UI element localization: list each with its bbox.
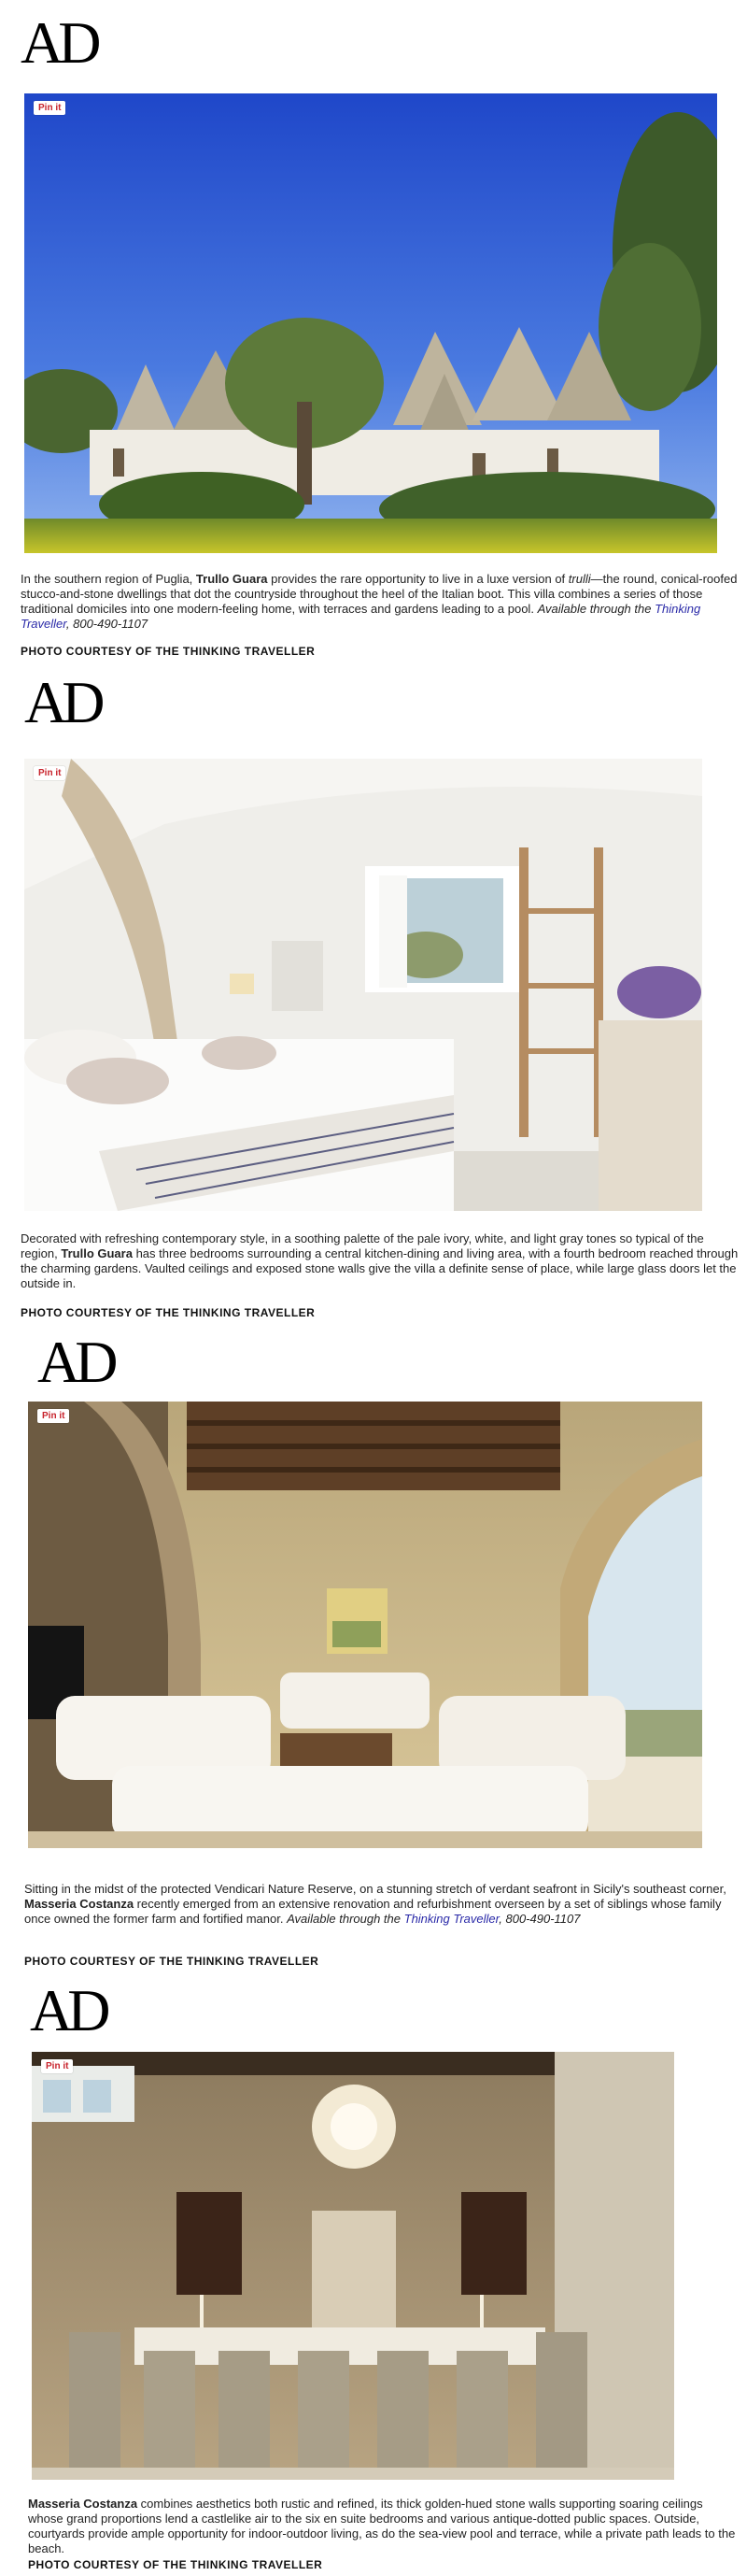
caption-villa-name: Masseria Costanza: [28, 2497, 138, 2511]
caption-italic: trulli: [568, 572, 591, 586]
pin-it-button[interactable]: Pin it: [41, 2059, 73, 2073]
caption-phone: , 800-490-1107: [65, 617, 148, 631]
slide-caption: [24, 1882, 740, 1927]
ad-logo: AD: [30, 1977, 106, 2043]
caption-text: combines aesthetics both rustic and refined, its thick golden-hued stone walls supporting soaring ceilings whose grand proportions lend a castlelike air to the six en suite bedrooms and various antique-dotted public spaces. Outside, courtyards provide ample opportunity for indoor-outdoor living, as do the sea-view pool and terrace, while a private path leads to the beach.: [28, 2497, 736, 2555]
trullo-bedroom-photo[interactable]: [24, 759, 702, 1211]
caption-text: Sitting in the midst of the protected Vendicari Nature Reserve, on a stunning stretch of verdant seafront in Sicily's southeast corner,: [24, 1882, 726, 1896]
slide-caption: [21, 1231, 740, 1291]
slide-caption: [28, 2497, 740, 2556]
caption-phone: , 800-490-1107: [499, 1912, 581, 1926]
pin-it-button[interactable]: Pin it: [37, 1409, 69, 1423]
masseria-dining-room-image: [32, 2052, 674, 2480]
ad-logo: AD: [37, 1329, 113, 1395]
caption-text: provides the rare opportunity to live in a luxe version of: [267, 572, 569, 586]
caption-text: —the round, conical-roofed stucco-and-stone dwellings that dot the countryside throughout the heel of the Italian boot. This villa combines a series of those traditional domiciles into one modern-feeling home, with terraces and gardens leading to a pool.: [21, 572, 738, 616]
ad-logo: AD: [21, 9, 96, 76]
trullo-bedroom-image: [24, 759, 702, 1211]
photo-credit: PHOTO COURTESY OF THE THINKING TRAVELLER: [24, 1955, 319, 1968]
ad-logo: AD: [24, 669, 100, 735]
masseria-living-room-photo[interactable]: [28, 1402, 702, 1848]
pin-it-button[interactable]: Pin it: [34, 766, 65, 780]
caption-text: recently emerged from an extensive renovation and refurbishment overseen by a set of siblings whose family once owned the former farm and fortified manor.: [24, 1897, 722, 1926]
caption-text: In the southern region of Puglia,: [21, 572, 196, 586]
caption-villa-name: Trullo Guara: [61, 1246, 133, 1260]
caption-availability: Available through the: [287, 1912, 404, 1926]
thinking-traveller-link[interactable]: Thinking Traveller: [21, 602, 701, 631]
slide-caption: [21, 572, 740, 632]
photo-credit: PHOTO COURTESY OF THE THINKING TRAVELLER: [21, 1306, 316, 1319]
caption-villa-name: Trullo Guara: [195, 572, 268, 586]
caption-text: has three bedrooms surrounding a central kitchen-dining and living area, with a fourth bedroom reached through the charming gardens. Vaulted ceilings and exposed stone walls give the villa a definite sense of place, while large glass doors let the outside in.: [21, 1246, 739, 1290]
photo-credit: PHOTO COURTESY OF THE THINKING TRAVELLER: [28, 2558, 323, 2571]
caption-availability: Available through the: [537, 602, 655, 616]
trullo-exterior-photo[interactable]: [24, 93, 717, 553]
thinking-traveller-link[interactable]: Thinking Traveller: [403, 1912, 500, 1926]
pin-it-button[interactable]: Pin it: [34, 101, 65, 115]
masseria-living-room-image: [28, 1402, 702, 1848]
caption-villa-name: Masseria Costanza: [24, 1897, 134, 1911]
trullo-exterior-image: [24, 93, 717, 553]
caption-text: Decorated with refreshing contemporary style, in a soothing palette of the pale ivory, white, and light gray tones so typical of the region,: [21, 1231, 704, 1260]
photo-credit: PHOTO COURTESY OF THE THINKING TRAVELLER: [21, 645, 316, 658]
masseria-dining-room-photo[interactable]: [32, 2052, 674, 2480]
